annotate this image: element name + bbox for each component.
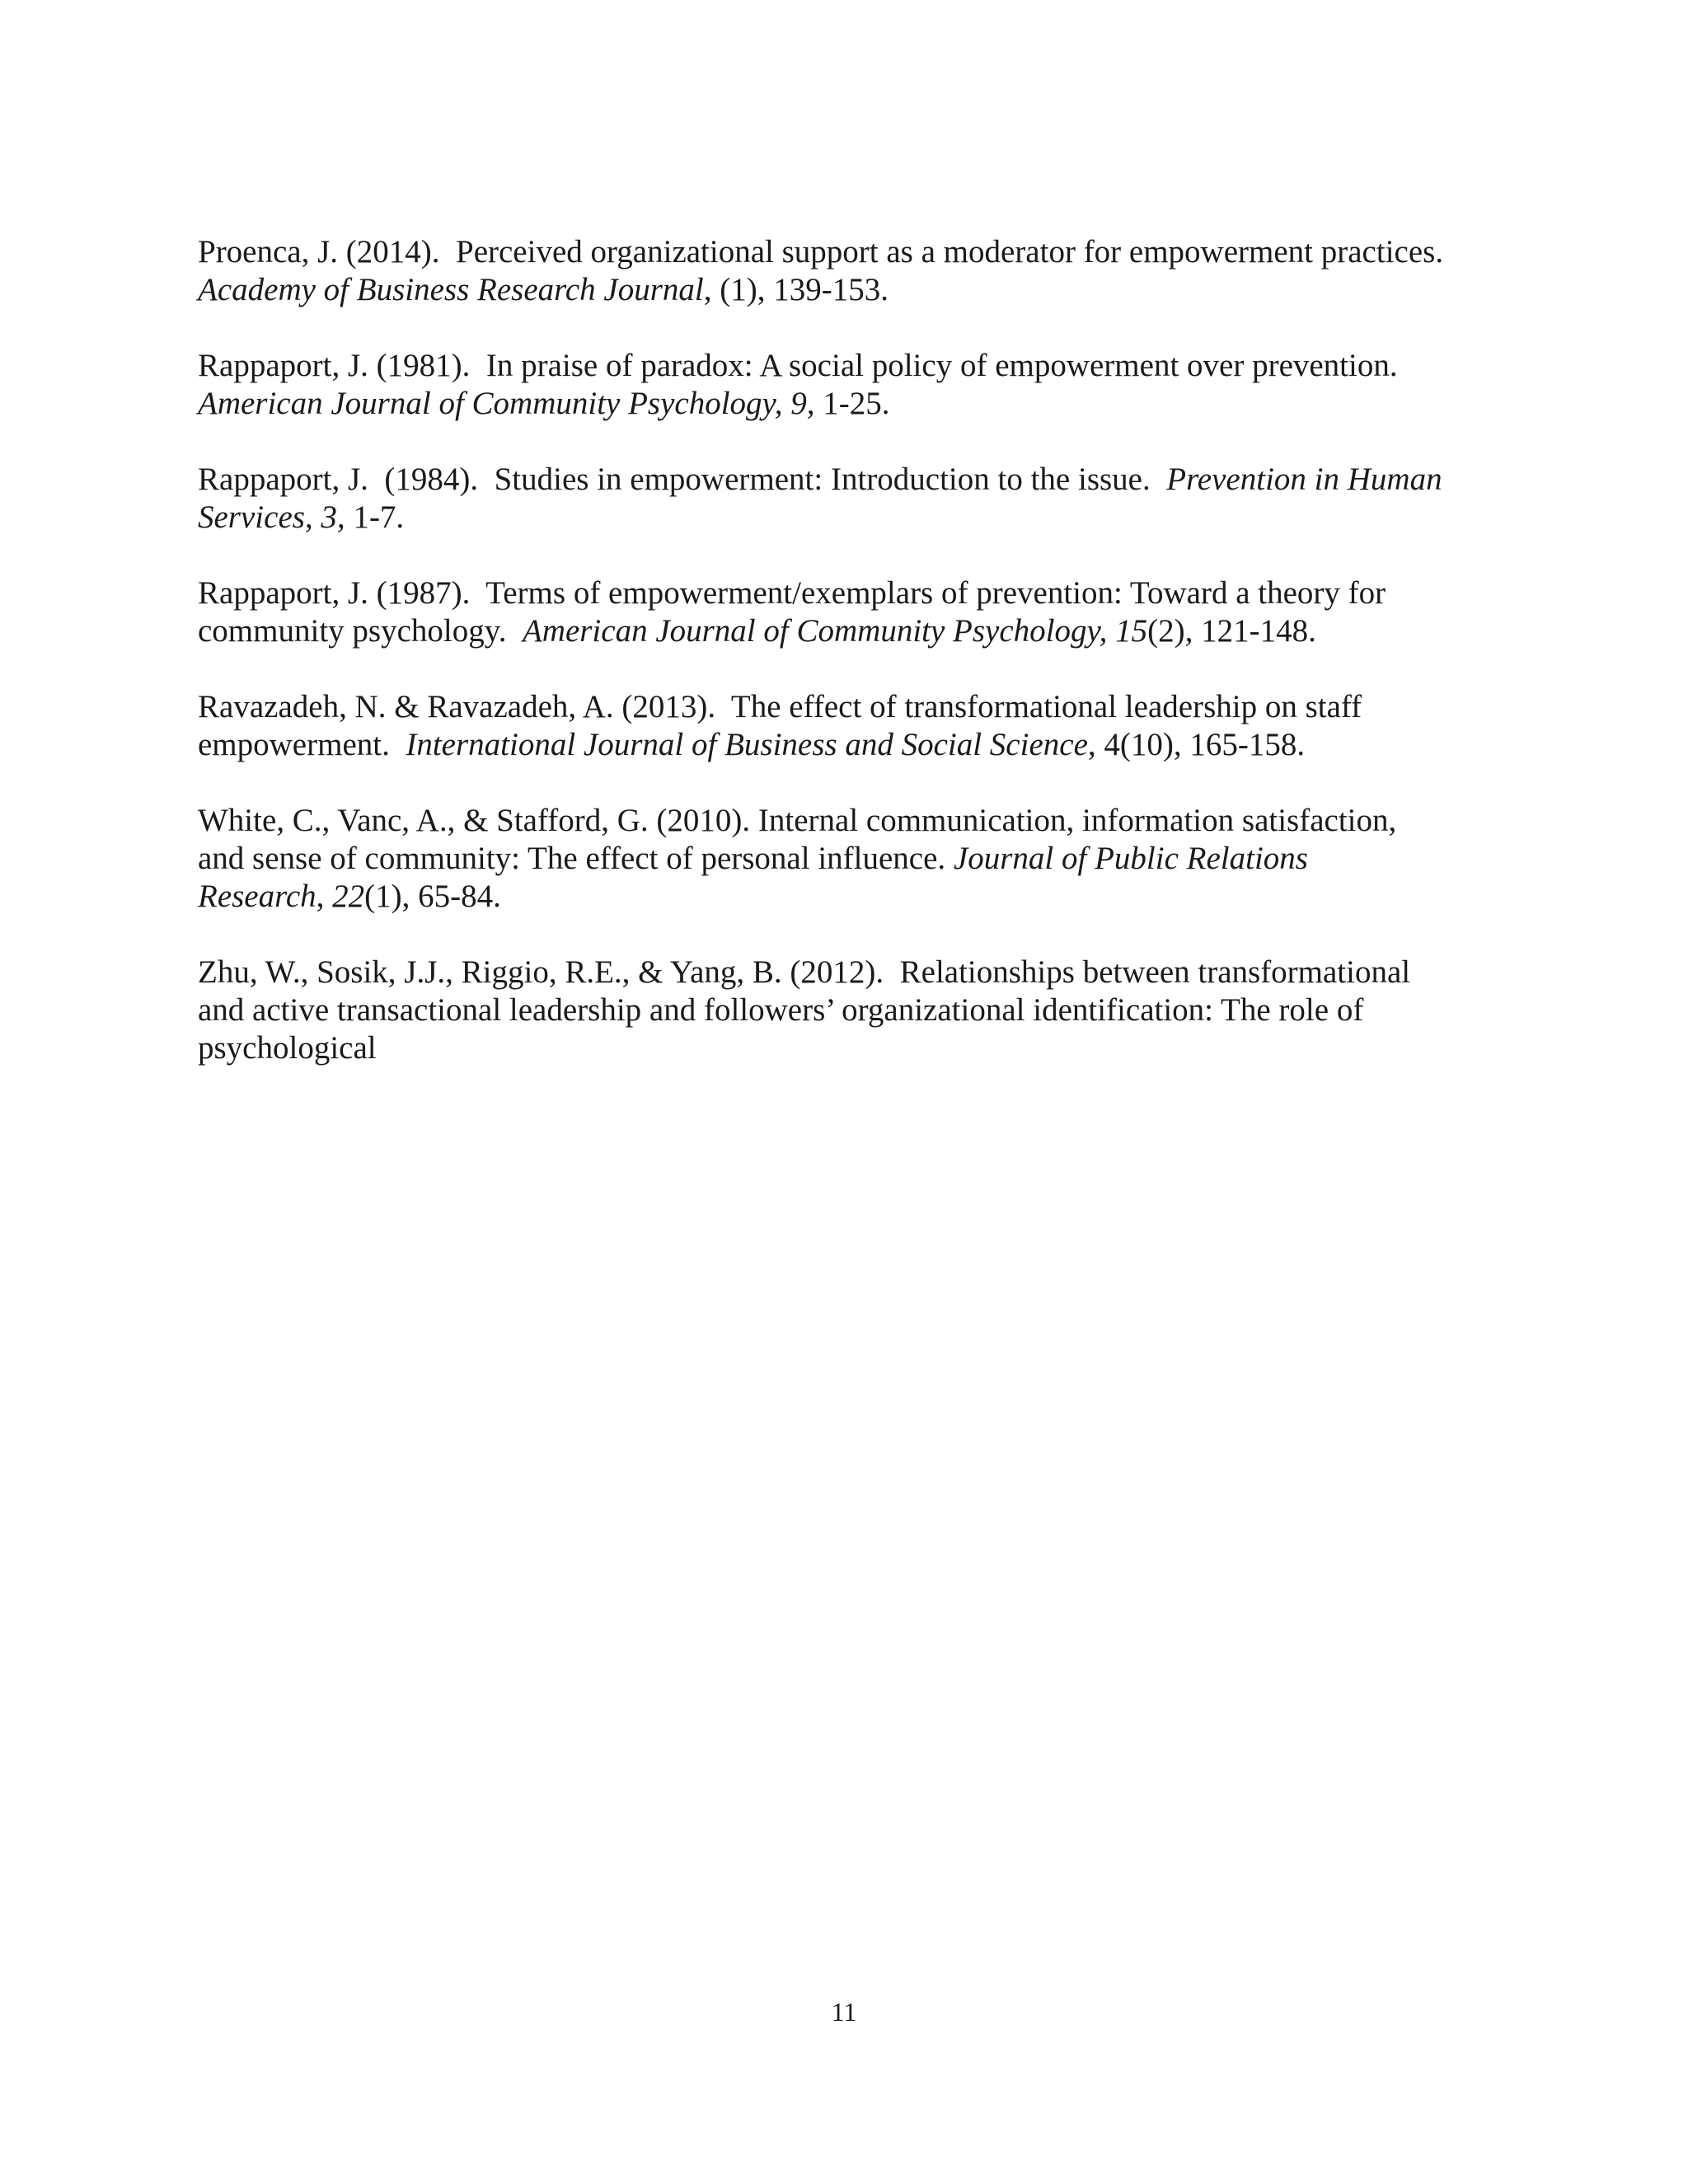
reference-text: (1), 65-84.: [364, 879, 501, 914]
reference-text: (2): [1147, 613, 1185, 649]
reference-text: 1-25.: [814, 386, 890, 421]
reference-line: [198, 499, 1500, 537]
reference-text: ,: [316, 879, 333, 914]
reference-entry: [198, 347, 1500, 423]
reference-text: Ravazadeh, N. & Ravazadeh, A. (2013). The effect of transformational leadership on staff: [198, 689, 1362, 724]
reference-text: , 4(10), 165-158.: [1087, 727, 1306, 762]
reference-text: , (1), 139-153.: [703, 272, 889, 307]
reference-line: [198, 878, 1500, 916]
reference-line: [198, 688, 1500, 726]
reference-text: White, C., Vanc, A., & Stafford, G. (2010). Internal communication, information satisfaction,: [198, 803, 1397, 838]
reference-entry: [198, 574, 1500, 650]
reference-text: Rappaport, J. (1987). Terms of empowerment/exemplars of prevention: Toward a theory for: [198, 575, 1386, 611]
reference-italic-text: American Journal of Community Psychology, 15: [522, 613, 1148, 649]
reference-line: [198, 347, 1500, 385]
reference-italic-text: 22: [332, 879, 365, 914]
reference-line: [198, 271, 1500, 309]
reference-italic-text: International Journal of Business and Social Science: [406, 727, 1088, 762]
reference-text: and sense of community: The effect of personal influence.: [198, 841, 954, 876]
reference-line: [198, 991, 1500, 1029]
reference-italic-text: Services, 3,: [198, 499, 345, 535]
reference-entry: [198, 461, 1500, 537]
reference-entry: [198, 802, 1500, 916]
reference-text: 1-7.: [345, 499, 405, 535]
reference-text: and active transactional leadership and followers’ organizational identification: The role of: [198, 992, 1364, 1028]
reference-italic-text: ,: [1184, 613, 1193, 649]
reference-italic-text: Research: [198, 879, 316, 914]
reference-line: [198, 954, 1500, 991]
reference-text: psychological: [198, 1030, 377, 1066]
reference-line: [198, 612, 1500, 650]
reference-entry: [198, 954, 1500, 1067]
reference-line: [198, 802, 1500, 840]
reference-italic-text: Journal of Public Relations: [953, 841, 1308, 876]
reference-entry: [198, 233, 1500, 309]
reference-entry: [198, 688, 1500, 764]
reference-italic-text: Academy of Business Research Journal: [198, 272, 704, 307]
reference-line: [198, 385, 1500, 423]
reference-line: [198, 840, 1500, 878]
reference-text: Rappaport, J. (1981). In praise of paradox: A social policy of empowerment over prevention.: [198, 348, 1398, 383]
reference-line: [198, 233, 1500, 271]
reference-line: [198, 461, 1500, 499]
page-number: 11: [831, 1997, 857, 2027]
reference-italic-text: American Journal of Community Psychology, 9,: [198, 386, 815, 421]
reference-text: Rappaport, J. (1984). Studies in empowerment: Introduction to the issue.: [198, 462, 1167, 497]
reference-line: [198, 574, 1500, 612]
reference-text: community psychology.: [198, 613, 523, 649]
reference-line: [198, 1029, 1500, 1067]
reference-text: 121-148.: [1193, 613, 1316, 649]
reference-text: Zhu, W., Sosik, J.J., Riggio, R.E., & Yang, B. (2012). Relationships between transformational: [198, 954, 1411, 990]
reference-list: [198, 233, 1500, 1105]
reference-text: empowerment.: [198, 727, 406, 762]
reference-text: Proenca, J. (2014). Perceived organizational support as a moderator for empowerment practices.: [198, 234, 1444, 269]
reference-line: [198, 726, 1500, 764]
reference-italic-text: Prevention in Human: [1166, 462, 1442, 497]
